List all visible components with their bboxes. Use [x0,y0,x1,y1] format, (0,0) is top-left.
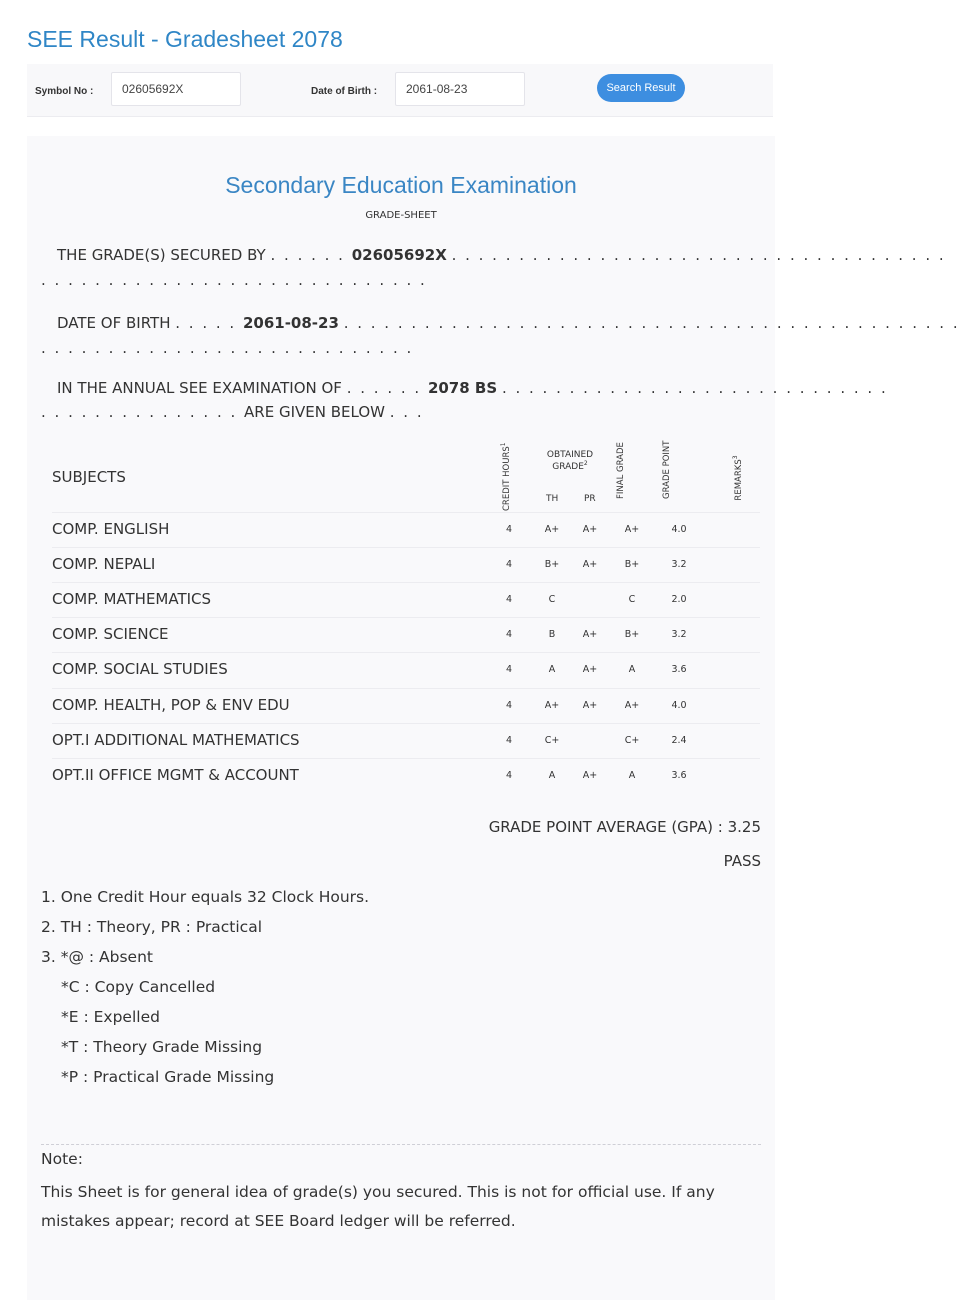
secured-by-line: THE GRADE(S) SECURED BY . . . . . . 02605692X . . . . . . . . . . . . . . . . . . . . . . . . . . . . . . . . . . . . . [57,246,946,264]
row-separator [52,582,760,583]
footnote-item: *C : Copy Cancelled [61,978,216,996]
subject-gp-cell: 3.2 [671,559,687,571]
grade-point-header: GRADE POINT [662,440,672,499]
row-separator [52,547,760,548]
th-header: TH [546,494,559,504]
exam-of-value: 2078 BS [427,379,498,397]
subject-final-cell: A [628,664,636,676]
subject-pr-cell: A+ [582,524,598,535]
subject-name: OPT.II OFFICE MGMT & ACCOUNT [52,765,299,784]
subject-gp-cell: 2.4 [671,734,687,746]
row-separator [52,723,760,724]
dob-line-label: DATE OF BIRTH [57,314,171,332]
footnote-item: *T : Theory Grade Missing [61,1038,263,1056]
subject-th-cell: B+ [544,559,560,571]
subjects-header: SUBJECTS [52,468,126,486]
subject-name: COMP. ENGLISH [52,520,170,538]
subject-pr-cell: A+ [582,769,598,781]
gpa-summary: GRADE POINT AVERAGE (GPA) : 3.25 [488,818,761,836]
row-separator [52,688,760,689]
subject-final-cell: B+ [624,629,640,641]
subject-credit-cell: 4 [505,699,513,711]
subject-final-cell: B+ [624,559,640,571]
search-result-button[interactable]: Search Result [597,74,685,102]
subject-name: COMP. MATHEMATICS [52,590,212,609]
exam-of-line: IN THE ANNUAL SEE EXAMINATION OF . . . . . . 2078 BS . . . . . . . . . . . . . . . . . . . . . . . . . . . . . [57,379,888,397]
subject-pr-cell: A+ [582,559,598,571]
credit-hours-header: CREDIT HOURS$^1$ [500,442,512,511]
page-title: SEE Result - Gradesheet 2078 [27,26,343,52]
subject-th-cell: A [548,769,556,781]
subject-credit-cell: 4 [505,769,513,781]
footnote-item: *P : Practical Grade Missing [61,1068,275,1086]
dob-line-value: 2061-08-23 [242,314,339,332]
subject-credit-cell: 4 [505,524,513,535]
dotted-filler: . . . . . . . . . . . . . . . . . . . . . . . . . . . . [41,339,414,357]
row-separator [52,512,760,513]
subject-pr-cell: A+ [582,664,598,676]
note-heading: Note: [41,1150,83,1168]
sheet-subtitle: GRADE-SHEET [365,210,437,221]
subject-credit-cell: 4 [505,594,513,606]
symbol-label: Symbol No : [35,86,94,97]
note-text: This Sheet is for general idea of grade(s) you secured. This is not for official use. If any mistakes appear; record at SEE Board ledger will be referred. [41,1183,715,1230]
subject-th-cell: C+ [544,734,560,746]
remarks-header: REMARKS$^3$ [732,455,744,501]
row-separator [52,758,760,759]
footnote-item: 3. *@ : Absent [41,948,153,966]
subject-credit-cell: 4 [505,559,513,571]
exam-of-label: IN THE ANNUAL SEE EXAMINATION OF [57,379,342,397]
subject-gp-cell: 4.0 [671,524,687,535]
subject-th-cell: A [548,664,556,676]
footnote-item: 1. One Credit Hour equals 32 Clock Hours. [41,888,370,906]
subject-final-cell: C [628,594,636,606]
footnote-item: 2. TH : Theory, PR : Practical [41,918,262,936]
subject-final-cell: A+ [624,699,640,711]
subject-name: COMP. HEALTH, POP & ENV EDU [52,695,290,714]
subject-th-cell: A+ [544,699,560,711]
subject-th-cell: C [548,594,556,606]
given-below-label: ARE GIVEN BELOW [244,403,385,421]
dob-line: DATE OF BIRTH . . . . . 2061-08-23 . . . . . . . . . . . . . . . . . . . . . . . . . . . . . . . . . . . . . . . . . . . . . . [57,314,960,332]
secured-by-label: THE GRADE(S) SECURED BY [57,246,266,264]
obtained-grade-header: OBTAINED GRADE$^2$ [546,450,594,472]
secured-by-value: 02605692X [351,246,447,264]
subject-gp-cell: 3.2 [671,629,687,641]
subject-credit-cell: 4 [505,629,513,641]
subject-final-cell: A [628,769,636,781]
subject-gp-cell: 3.6 [671,769,687,781]
subject-name: COMP. SCIENCE [52,625,169,644]
exam-title: Secondary Education Examination [225,172,577,198]
search-form [27,64,773,117]
subject-final-cell: A+ [624,524,640,535]
divider [41,1144,761,1145]
row-separator [52,617,760,618]
result-status: PASS [723,852,761,870]
subject-credit-cell: 4 [505,734,513,746]
subject-name: COMP. NEPALI [52,555,156,574]
subject-pr-cell: A+ [582,629,598,641]
dotted-filler: . . . . . . . . . . . . . . . . . . . . . . . . . . . . . [41,271,427,289]
symbol-input[interactable] [111,72,241,106]
subject-th-cell: B [548,629,556,641]
subject-final-cell: C+ [624,734,640,746]
pr-header: PR [584,494,596,504]
subject-name: COMP. SOCIAL STUDIES [52,660,228,679]
dob-input[interactable] [395,72,525,106]
subject-credit-cell: 4 [505,664,513,676]
final-grade-header: FINAL GRADE [616,442,626,499]
subject-pr-cell: A+ [582,699,598,711]
row-separator [52,652,760,653]
grade-sheet [27,136,960,1300]
subject-name: OPT.I ADDITIONAL MATHEMATICS [52,730,300,749]
footnote-item: *E : Expelled [61,1008,160,1026]
subject-th-cell: A+ [544,524,560,535]
subject-gp-cell: 2.0 [671,594,687,606]
dob-label: Date of Birth : [311,86,378,97]
subject-gp-cell: 3.6 [671,664,687,676]
given-below-line: . . . . . . . . . . . . . . . ARE GIVEN BELOW . . . [41,403,424,421]
subject-gp-cell: 4.0 [671,699,687,711]
